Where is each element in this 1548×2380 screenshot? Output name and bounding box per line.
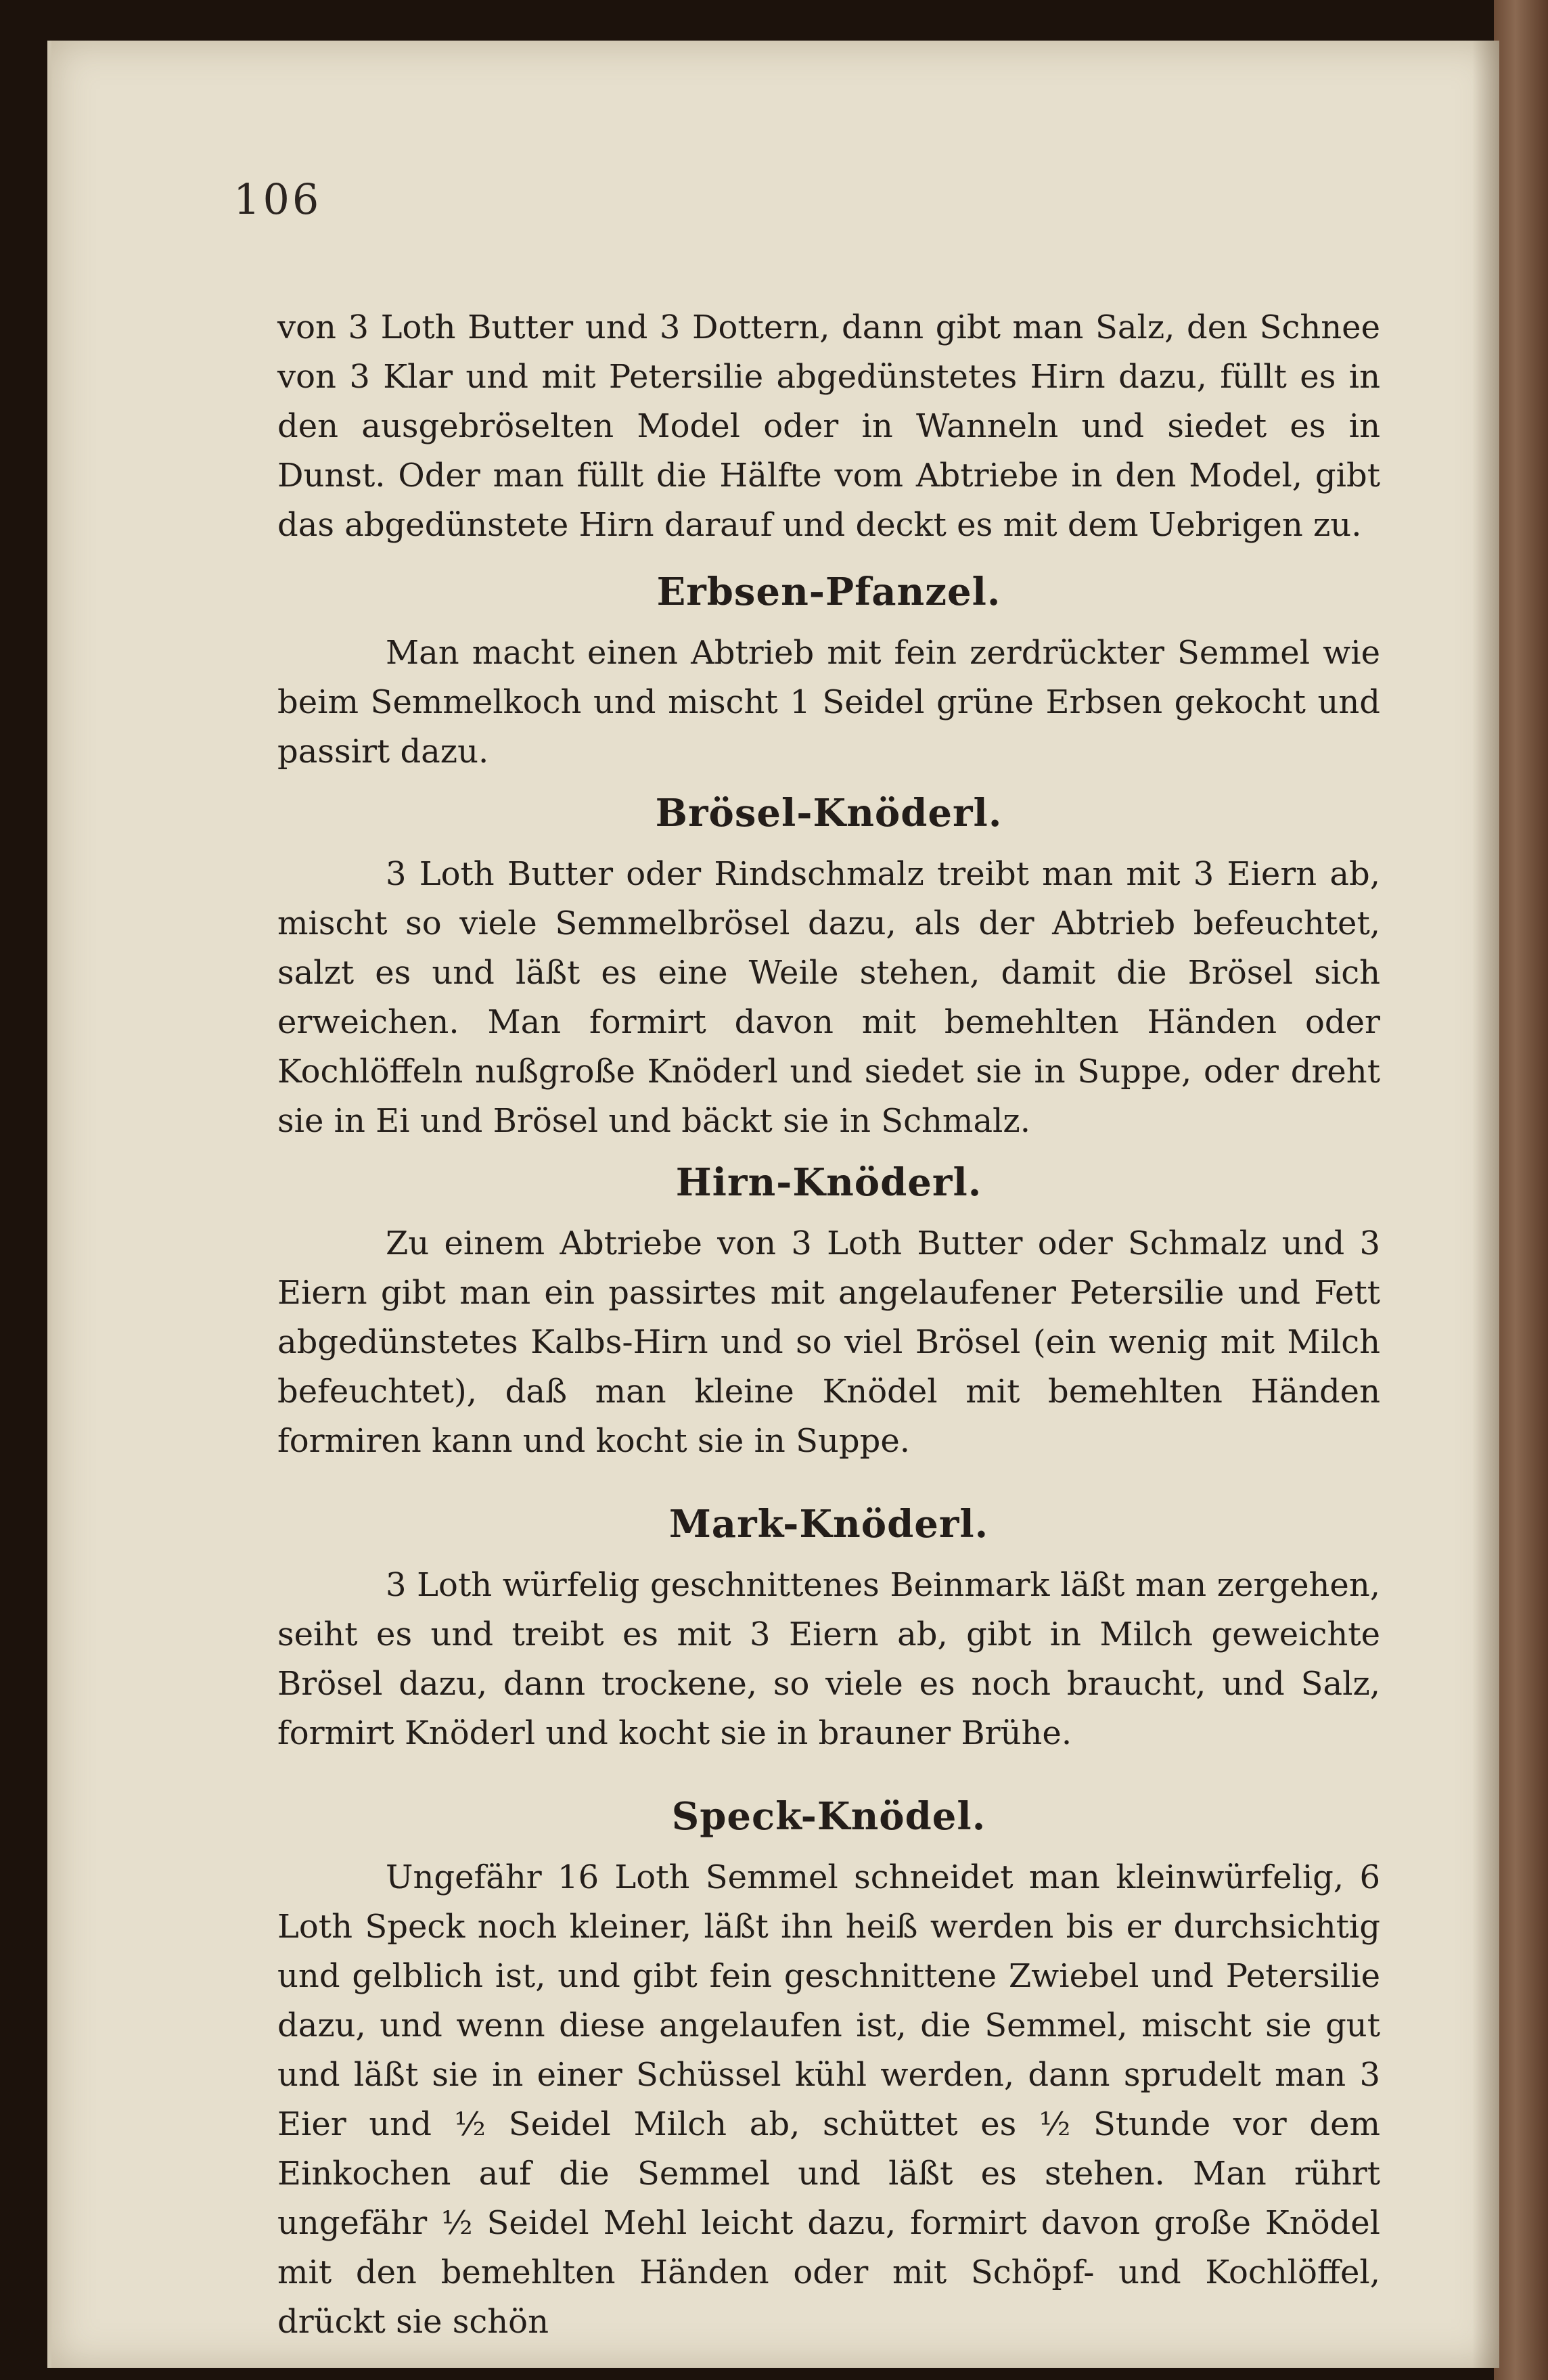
page-content: [277, 303, 1380, 2347]
page-gutter-shadow: [1472, 41, 1499, 2368]
section-broesel-knoederl: [277, 786, 1380, 1146]
spacer: [277, 1758, 1380, 1780]
section-text: Ungefähr 16 Loth Semmel schneidet man kleinwürfelig, 6 Loth Speck noch kleiner, läßt ihn heiß werden bis er durchsichtig und gelblich ist, und gibt fein geschnittene Zwiebel und Petersilie dazu, und wenn diese angelaufen ist, die Semmel, mischt sie gut und läßt sie in einer Schüssel kühl werden, dann sprudelt man 3 Eier und ½ Seidel Milch ab, schüttet es ½ Stunde vor dem Einkochen auf die Semmel und läßt es stehen. Man rührt ungefähr ½ Seidel Mehl leicht dazu, formirt davon große Knödel mit den bemehlten Händen oder mit Schöpf- und Kochlöffel, drückt sie schön: [277, 1858, 1380, 2341]
book-cover-edge: [1494, 0, 1548, 2380]
page-number: 106: [233, 175, 322, 224]
section-title: Speck-Knödel.: [671, 1794, 986, 1839]
section-hirn-knoederl: [277, 1155, 1380, 1466]
section-text: Zu einem Abtriebe von 3 Loth Butter oder Schmalz und 3 Eiern gibt man ein passirtes mit angelaufener Petersilie und Fett abgedünstetes Kalbs-Hirn und so viel Brösel (ein wenig mit Milch befeuchtet), daß man kleine Knödel mit bemehlten Händen formiren kann und kocht sie in Suppe.: [277, 1225, 1380, 1460]
section-speck-knoedel: [277, 1789, 1380, 2347]
section-title: Mark-Knöderl.: [668, 1502, 989, 1547]
intro-paragraph: von 3 Loth Butter und 3 Dottern, dann gibt man Salz, den Schnee von 3 Klar und mit Petersilie abgedünstetes Hirn dazu, füllt es in den ausgebröselten Model oder in Wanneln und siedet es in Dunst. Oder man füllt die Hälfte vom Abtriebe in den Model, gibt das abgedünstete Hirn darauf und deckt es mit dem Uebrigen zu.: [277, 308, 1380, 544]
section-erbsen-pfanzel: [277, 565, 1380, 777]
section-title: Erbsen-Pfanzel.: [656, 570, 1001, 614]
section-title: Hirn-Knöderl.: [675, 1160, 982, 1205]
section-text: 3 Loth Butter oder Rindschmalz treibt man mit 3 Eiern ab, mischt so viele Semmelbrösel dazu, als der Abtrieb befeuchtet, salzt es und läßt es eine Weile stehen, damit die Brösel sich erweichen. Man formirt davon mit bemehlten Händen oder Kochlöffeln nußgroße Knöderl und siedet sie in Suppe, oder dreht sie in Ei und Brösel und bäckt sie in Schmalz.: [277, 855, 1380, 1140]
spacer: [277, 1466, 1380, 1488]
section-text: Man macht einen Abtrieb mit fein zerdrückter Semmel wie beim Semmelkoch und mischt 1 Seidel grüne Erbsen gekocht und passirt dazu.: [277, 634, 1380, 771]
section-text: 3 Loth würfelig geschnittenes Beinmark läßt man zergehen, seiht es und treibt es mit 3 Eiern ab, gibt in Milch geweichte Brösel dazu, dann trockene, so viele es noch braucht, und Salz, formirt Knöderl und kocht sie in brauner Brühe.: [277, 1566, 1380, 1752]
section-title: Brösel-Knöderl.: [655, 791, 1003, 836]
section-mark-knoederl: [277, 1497, 1380, 1758]
